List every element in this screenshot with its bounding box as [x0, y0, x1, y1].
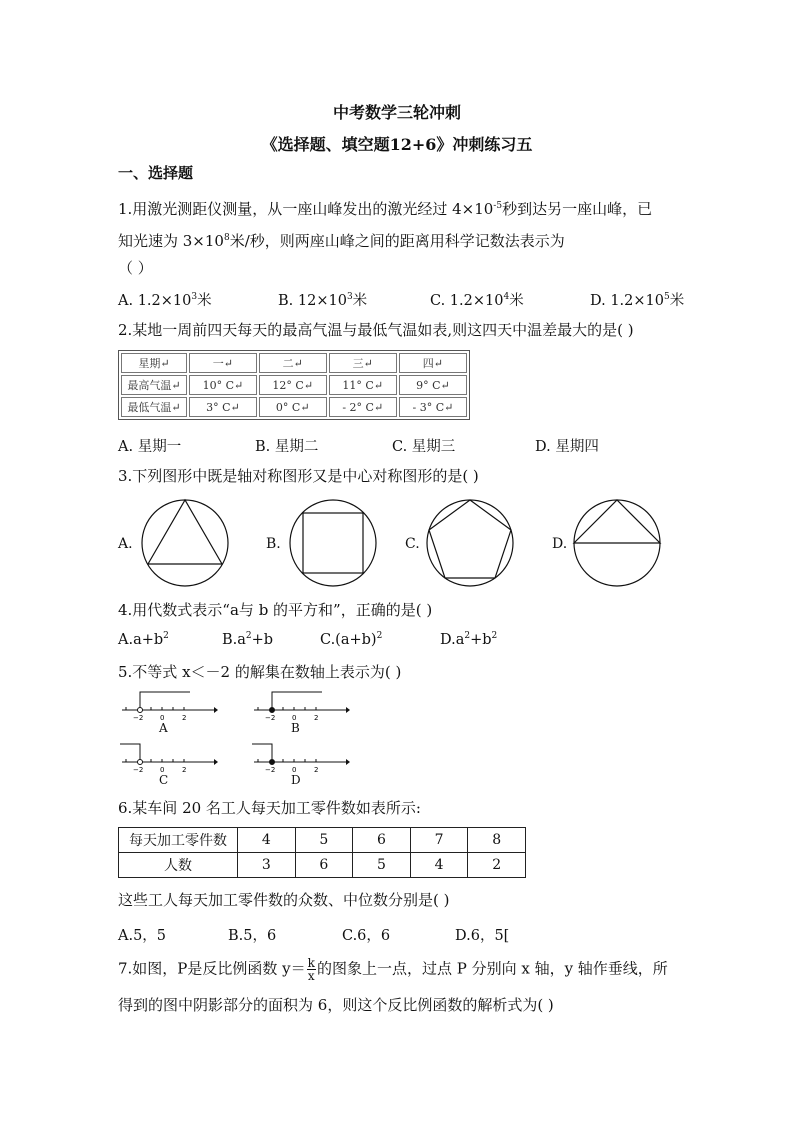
table-cell: 5: [353, 853, 411, 878]
q4-d-post: +b: [470, 631, 492, 648]
q5-label-a: A: [159, 721, 168, 735]
table-cell: 4: [410, 853, 468, 878]
q1-b-pre: B. 12×10: [278, 293, 347, 309]
q3-label-b: B.: [266, 536, 281, 552]
q7-frac-num: k: [307, 956, 315, 970]
q5-number-line-a: [118, 690, 218, 722]
q7-frac-den: x: [307, 969, 315, 983]
q7-stem-b: 的图象上一点，过点 P 分别向 x 轴，y 轴作垂线，所: [316, 959, 668, 978]
q5-label-d: D: [291, 773, 301, 787]
q3-label-c: C.: [405, 536, 420, 552]
q4-stem: 4.用代数式表示“a与 b 的平方和”，正确的是( ): [118, 601, 433, 619]
table-cell: 三↵: [329, 353, 397, 373]
q4-c-pre: C.(a+b): [320, 631, 377, 648]
q6-stem: 6.某车间 20 名工人每天加工零件数如表所示:: [118, 799, 421, 817]
table-cell: 0° C↵: [259, 397, 327, 417]
table-cell: 星期↵: [121, 353, 187, 373]
table-cell: 7: [410, 828, 468, 853]
tick-label: −2: [265, 766, 276, 774]
q3-stem: 3.下列图形中既是轴对称图形又是中心对称图形的是( ): [118, 467, 479, 485]
q5-stem: 5.不等式 x＜－2 的解集在数轴上表示为( ): [118, 663, 402, 681]
q4-b-exp: 2: [245, 631, 252, 641]
q3-figure-b-circle-square: [288, 497, 378, 589]
table-row: [121, 375, 467, 395]
tick-label: 0: [292, 714, 297, 722]
q1-line2-a: 知光速为 3×10: [118, 232, 224, 250]
table-cell: 3° C↵: [189, 397, 257, 417]
q1-a-exp: 3: [191, 292, 198, 303]
q3-figure-c-circle-pentagon: [425, 497, 515, 589]
q4-option-c: [320, 631, 382, 648]
q1-line2-b: 米/秒，则两座山峰之间的距离用科学记数法表示为: [229, 232, 565, 250]
table-cell: - 3° C↵: [399, 397, 467, 417]
q2-option-d: D. 星期四: [535, 439, 599, 455]
table-cell: 12° C↵: [259, 375, 327, 395]
q4-d-exp2: 2: [491, 631, 498, 641]
q1-answer-paren: （ ）: [118, 259, 153, 277]
table-cell: 3: [238, 853, 296, 878]
q1-b-exp: 3: [346, 292, 353, 303]
tick-label: 2: [314, 714, 319, 722]
q3-figure-a-circle-triangle: [140, 497, 230, 589]
q4-a-pre: A.a+b: [118, 631, 164, 648]
q2-temperature-table: [118, 350, 470, 420]
tick-label: 2: [182, 714, 187, 722]
q1-option-b: [278, 289, 367, 310]
q2-option-a: A. 星期一: [118, 439, 182, 455]
q1-option-a: [118, 289, 212, 310]
q6-option-a: A.5，5: [118, 928, 167, 944]
q5-number-line-c: [118, 742, 218, 774]
q4-c-exp: 2: [376, 631, 383, 641]
table-cell: 6: [295, 853, 353, 878]
q4-a-exp: 2: [163, 631, 169, 641]
q7-stem-a: 7.如图，P是反比例函数 y＝: [118, 959, 306, 978]
table-cell: 2: [468, 853, 526, 878]
q4-d-pre: D.a: [440, 631, 465, 648]
tick-label: 2: [182, 766, 187, 774]
table-row: [119, 853, 526, 878]
page-subtitle: 《选择题、填空题12+6》冲刺练习五: [261, 135, 533, 154]
q1-a-post: 米: [197, 293, 212, 309]
q6-option-c: C.6，6: [342, 928, 391, 944]
q4-b-post: +b: [251, 631, 274, 648]
page-title: 中考数学三轮冲刺: [332, 103, 461, 122]
q2-option-c: C. 星期三: [392, 439, 456, 455]
q3-label-a: A.: [118, 536, 133, 552]
table-row: [121, 397, 467, 417]
tick-label: −2: [133, 766, 144, 774]
table-cell: 最高气温↵: [121, 375, 187, 395]
q1-exp-b: 8: [223, 233, 230, 243]
q2-option-b: B. 星期二: [255, 439, 319, 455]
table-cell: 一↵: [189, 353, 257, 373]
section-heading: 一、选择题: [118, 164, 194, 182]
table-cell: 二↵: [259, 353, 327, 373]
q1-stem-a: 1.用激光测距仪测量，从一座山峰发出的激光经过 4×10: [118, 200, 494, 218]
q4-option-b: [222, 631, 273, 648]
tick-label: 0: [160, 766, 165, 774]
table-cell: 5: [295, 828, 353, 853]
q5-number-line-d: [250, 742, 350, 774]
table-cell: - 2° C↵: [329, 397, 397, 417]
q1-c-post: 米: [509, 293, 524, 309]
q4-d-exp: 2: [464, 631, 471, 641]
q3-figure-d-circle-triangle-diameter: [572, 497, 662, 589]
tick-label: 0: [292, 766, 297, 774]
table-cell: 最低气温↵: [121, 397, 187, 417]
q6-option-b: B.5，6: [228, 928, 277, 944]
q1-line1: [118, 196, 652, 219]
q1-c-exp: 4: [503, 292, 510, 303]
table-cell: 8: [468, 828, 526, 853]
q1-a-pre: A. 1.2×10: [118, 293, 192, 309]
q4-option-d: [440, 631, 497, 648]
table-cell: 人数: [119, 853, 238, 878]
q7-line2: 得到的图中阴影部分的面积为 6，则这个反比例函数的解析式为( ): [118, 996, 554, 1014]
table-cell: 每天加工零件数: [119, 828, 238, 853]
q1-d-exp: 5: [664, 292, 670, 303]
q1-c-pre: C. 1.2×10: [430, 293, 504, 309]
tick-label: 2: [314, 766, 319, 774]
tick-label: −2: [265, 714, 276, 722]
q4-option-a: [118, 631, 169, 648]
q5-number-line-b: [250, 690, 350, 722]
tick-label: −2: [133, 714, 144, 722]
q1-option-c: [430, 289, 524, 310]
q1-exp-a: -5: [493, 201, 503, 211]
q5-label-c: C: [159, 773, 169, 787]
q1-option-d: [590, 289, 684, 310]
table-row: [121, 353, 467, 373]
table-cell: 9° C↵: [399, 375, 467, 395]
table-row: [119, 828, 526, 853]
q2-stem: 2.某地一周前四天每天的最高气温与最低气温如表,则这四天中温差最大的是( ): [118, 321, 634, 339]
q6-option-d: D.6，5[: [455, 928, 510, 944]
q4-b-pre: B.a: [222, 631, 246, 648]
q5-label-b: B: [291, 721, 300, 735]
q7-fraction: [307, 957, 316, 982]
table-cell: 四↵: [399, 353, 467, 373]
table-cell: 11° C↵: [329, 375, 397, 395]
tick-label: 0: [160, 714, 165, 722]
q1-stem-b: 秒到达另一座山峰，已: [502, 200, 653, 218]
q7-line1: [118, 957, 668, 982]
table-cell: 6: [353, 828, 411, 853]
table-cell: 4: [238, 828, 296, 853]
q1-b-post: 米: [352, 293, 368, 309]
q6-parts-table: [118, 827, 526, 878]
q3-label-d: D.: [552, 536, 568, 552]
q1-line2: [118, 228, 565, 251]
q1-d-pre: D. 1.2×10: [590, 293, 664, 309]
q1-d-post: 米: [669, 293, 685, 309]
q6-question: 这些工人每天加工零件数的众数、中位数分别是( ): [118, 891, 450, 909]
table-cell: 10° C↵: [189, 375, 257, 395]
